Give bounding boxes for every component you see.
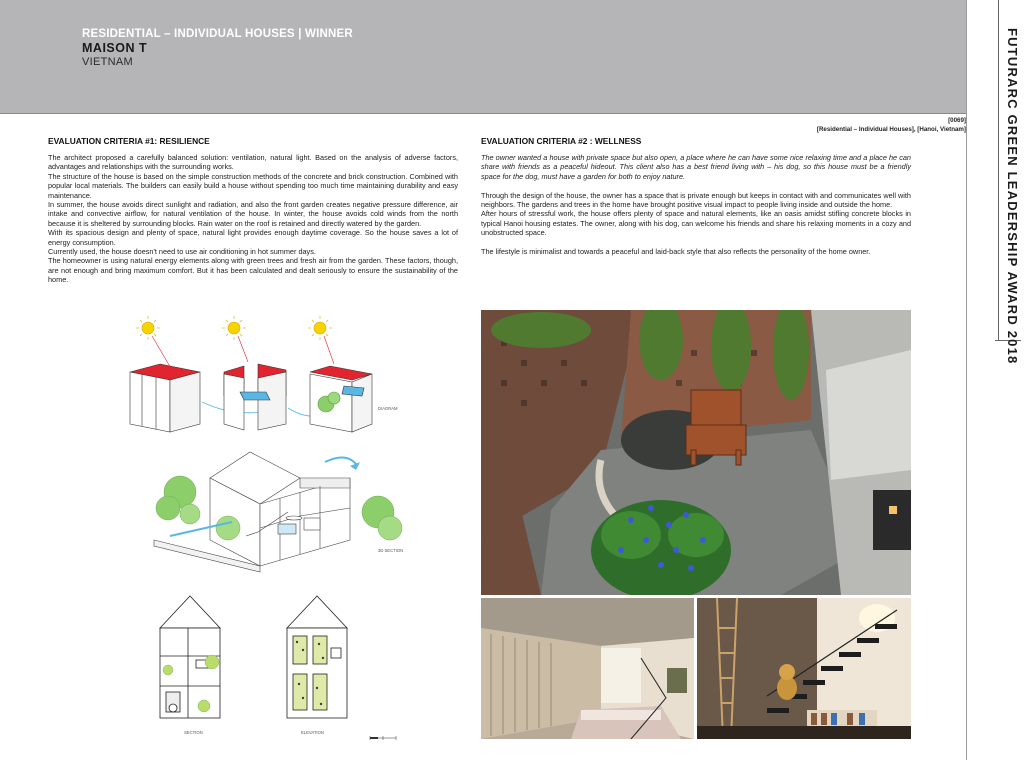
courtyard-photo <box>481 310 911 595</box>
sun-icon <box>308 316 332 340</box>
bedroom-photo <box>481 598 694 739</box>
category-label: RESIDENTIAL – INDIVIDUAL HOUSES | <box>82 28 306 40</box>
award-side-title: FUTURARC GREEN LEADERSHIP AWARD 2018 <box>1005 28 1020 365</box>
diagram-label: DIAGRAM <box>378 406 398 411</box>
house-block <box>224 364 286 430</box>
scale-bar <box>368 734 398 742</box>
climate-diagram <box>120 312 420 452</box>
criteria1-body <box>48 153 458 285</box>
winner-label: WINNER <box>305 28 353 40</box>
category-line <box>82 28 353 40</box>
entry-code: [0069] <box>948 117 966 124</box>
criteria2-paragraph: The lifestyle is minimalist and towards a peaceful and laid-back style that also reflects the personality of the home owner. <box>481 247 871 257</box>
criteria1-paragraph: In summer, the house avoids direct sunlight and radiation, and also the front garden creates negative pressure difference, air intake and convective airflow, for natural ventilation of the house. In winter, the house avoids cold winds from the north because it is sheltered by surrounding blocks. Rain water on the roof is retained and directly watered by the garden. <box>48 200 458 228</box>
sun-icon <box>136 316 160 340</box>
criteria1-paragraph: Currently used, the house doesn't need to use air conditioning in hot summer days. <box>48 247 316 257</box>
criteria2-title: EVALUATION CRITERIA #2 : WELLNESS <box>481 136 642 146</box>
criteria1-paragraph: The homeowner is using natural energy elements along with green trees and fresh air from the garden. These factors, though, are not enough and bring maximum comfort. But it has been calculated and dealt seriously to ensure the sustainability of the home. <box>48 256 458 285</box>
section-drawing <box>150 588 245 738</box>
project-title: MAISON T <box>82 41 148 55</box>
section3d-label: 3D SECTION <box>378 548 404 553</box>
elevation-label: ELEVATION <box>301 730 324 735</box>
criteria2-paragraph: After hours of stressful work, the house offers plenty of space and natural elements, like an oasis amidst stifling concrete blocks in typical Hanoi housing estates. The owner, along with his dog, can welcome his friends and share his relaxing moments in a cozy and unobstructed space. <box>481 209 911 238</box>
sun-icon <box>222 316 246 340</box>
stair-photo <box>697 598 911 739</box>
page-edge-divider <box>966 0 967 760</box>
criteria2-body <box>481 153 911 256</box>
wooden-chair <box>686 390 746 465</box>
section-label: SECTION <box>184 730 203 735</box>
criteria2-intro: The owner wanted a house with private space but also open, a place where he can have some nice relaxing time and a place he can share with friends as a peaceful hideout. This client also has a best friend living with – his dog, so this house must be a friendly space for the dog, must have a garden for both to enjoy nature. <box>481 153 911 181</box>
criteria2-paragraph: Through the design of the house, the owner has a space that is private enough but keeps in contact with and communicates well with neighbors. The gardens and trees in the home have brought positive visual impact to people living inside and outside the home. <box>481 190 911 210</box>
side-rule <box>998 0 999 340</box>
header-divider <box>0 113 966 114</box>
criteria1-paragraph: With its spacious design and plenty of space, natural light provides enough daytime coverage. So the house saves a lot of energy consumption. <box>48 228 458 247</box>
house-block <box>310 366 372 432</box>
criteria1-title: EVALUATION CRITERIA #1: RESILIENCE <box>48 136 210 146</box>
criteria1-paragraph: The architect proposed a carefully balanced solution: ventilation, natural light. Based on the analysis of adverse factors, advantages and relationships with the surrounding works. <box>48 153 458 172</box>
entry-tags: [Residential – Individual Houses], [Hanoi, Vietnam] <box>816 126 966 133</box>
tree-icon <box>328 392 340 404</box>
house-block <box>130 364 200 432</box>
elevation-drawing <box>275 588 370 738</box>
header-band <box>0 0 966 113</box>
criteria1-paragraph: The structure of the house is based on the simple construction methods of the concrete and brick construction. Combined with popular local materials. The builders can easily build a house without spending too much time maintaining durability and easy maintenance. <box>48 171 458 200</box>
project-country: VIETNAM <box>82 56 133 68</box>
section-3d-drawing <box>150 448 410 573</box>
